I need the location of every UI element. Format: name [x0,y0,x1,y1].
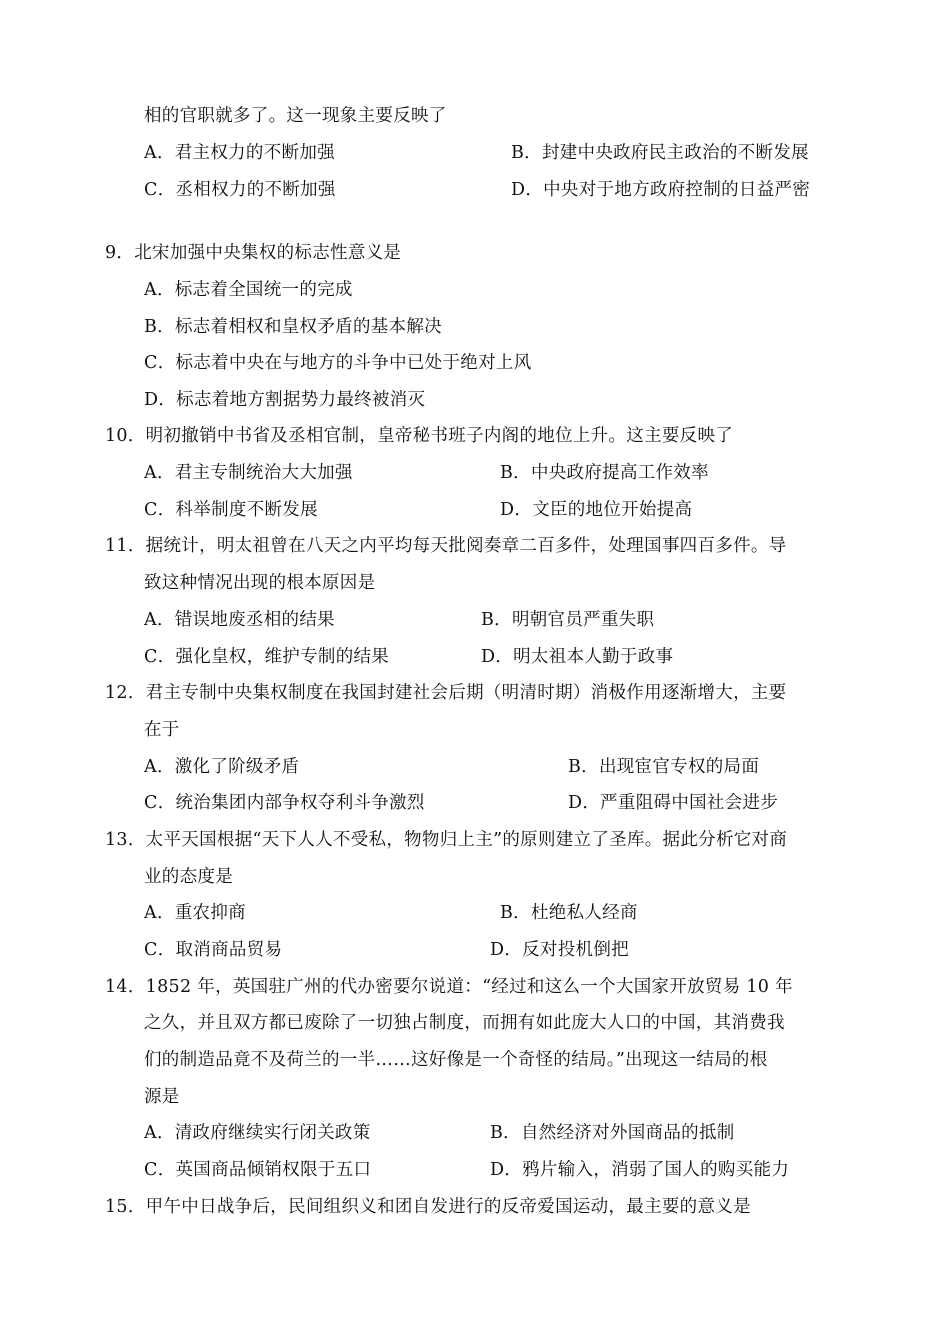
q13-option-b: B．杜绝私人经商 [500,903,638,923]
q13-stem-line1: 13．太平天国根据“天下人人不受私，物物归上主”的原则建立了圣库。据此分析它对商 [105,830,788,850]
q8-stem-continuation: 相的官职就多了。这一现象主要反映了 [144,106,447,126]
q8-option-d: D．中央对于地方政府控制的日益严密 [511,180,811,200]
q11-option-a: A．错误地废丞相的结果 [144,610,335,630]
q9-option-b: B．标志着相权和皇权矛盾的基本解决 [144,317,442,337]
q12-stem-line1: 12．君主专制中央集权制度在我国封建社会后期（明清时期）消极作用逐渐增大，主要 [105,683,787,703]
q9-option-c: C．标志着中央在与地方的斗争中已处于绝对上风 [144,353,532,373]
q11-option-c: C．强化皇权，维护专制的结果 [144,647,390,667]
q10-option-d: D．文臣的地位开始提高 [500,500,693,520]
q13-option-c: C．取消商品贸易 [144,940,283,960]
q14-stem-line2: 之久，并且双方都已废除了一切独占制度，而拥有如此庞大人口的中国，其消费我 [144,1013,785,1033]
q9-stem: 9．北宋加强中央集权的标志性意义是 [105,243,402,263]
q13-option-a: A．重农抑商 [144,903,246,923]
q12-option-a: A．激化了阶级矛盾 [144,757,300,777]
q11-stem-line1: 11．据统计，明太祖曾在八天之内平均每天批阅奏章二百多件，处理国事四百多件。导 [105,536,787,556]
q10-option-c: C．科举制度不断发展 [144,500,318,520]
q14-option-b: B．自然经济对外国商品的抵制 [490,1123,735,1143]
q10-option-b: B．中央政府提高工作效率 [500,463,709,483]
q12-stem-line2: 在于 [144,720,180,740]
q8-option-a: A．君主权力的不断加强 [144,143,335,163]
q15-stem: 15．甲午中日战争后，民间组织义和团自发进行的反帝爱国运动，最主要的意义是 [105,1197,751,1217]
q11-option-d: D．明太祖本人勤于政事 [481,647,674,667]
q12-option-d: D．严重阻碍中国社会进步 [568,793,779,813]
q13-stem-line2: 业的态度是 [144,867,233,887]
q8-option-c: C．丞相权力的不断加强 [144,180,336,200]
q13-option-d: D．反对投机倒把 [490,940,629,960]
q9-option-a: A．标志着全国统一的完成 [144,280,353,300]
q12-option-b: B．出现宦官专权的局面 [568,757,760,777]
q14-option-a: A．清政府继续实行闭关政策 [144,1123,371,1143]
q10-stem: 10．明初撤销中书省及丞相官制，皇帝秘书班子内阁的地位上升。这主要反映了 [105,426,734,446]
q14-stem-line1: 14．1852 年，英国驻广州的代办密要尔说道：“经过和这么一个大国家开放贸易 10 年 [105,977,793,997]
q14-option-c: C．英国商品倾销权限于五口 [144,1160,372,1180]
q14-option-d: D．鸦片输入，消弱了国人的购买能力 [490,1160,790,1180]
q14-stem-line3: 们的制造品竟不及荷兰的一半……这好像是一个奇怪的结局。”出现这一结局的根 [144,1050,768,1070]
q11-option-b: B．明朝官员严重失职 [481,610,655,630]
q12-option-c: C．统治集团内部争权夺利斗争激烈 [144,793,425,813]
q8-option-b: B．封建中央政府民主政治的不断发展 [511,143,809,163]
q10-option-a: A．君主专制统治大大加强 [144,463,353,483]
q9-option-d: D．标志着地方割据势力最终被消灭 [144,390,426,410]
q11-stem-line2: 致这种情况出现的根本原因是 [144,573,376,593]
q14-stem-line4: 源是 [144,1087,180,1107]
